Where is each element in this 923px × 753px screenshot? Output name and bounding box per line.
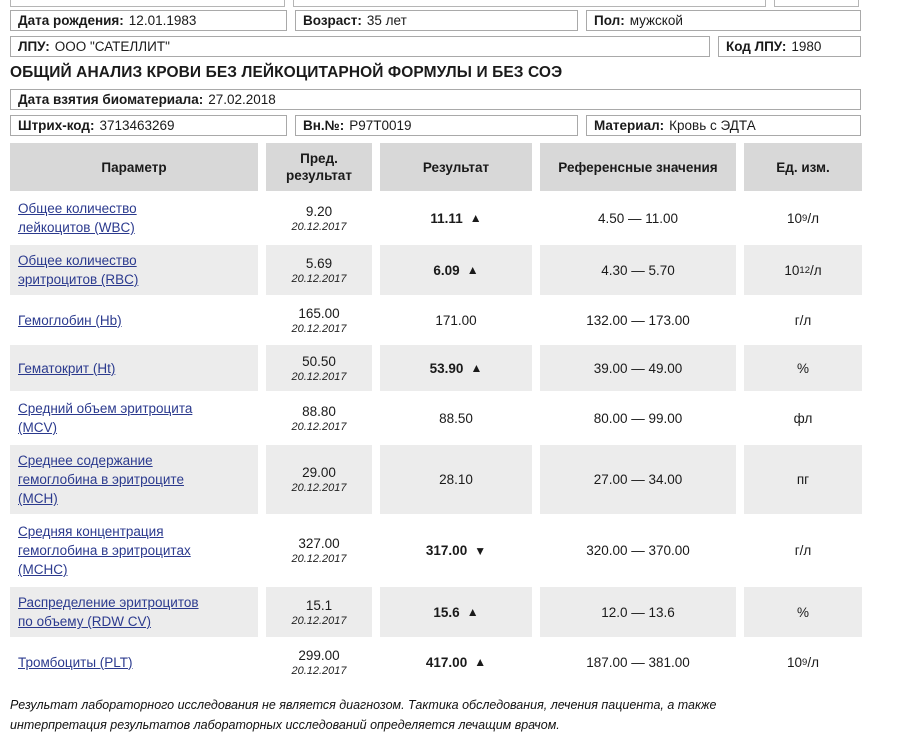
previous-date: 20.12.2017 [291,664,347,677]
results-table [10,143,862,685]
unit-cell [744,297,862,343]
result-value: 317.00 [425,543,468,558]
previous-date: 20.12.2017 [291,614,347,627]
table-row [10,193,862,243]
result-value: 88.50 [439,410,473,426]
previous-date: 20.12.2017 [291,482,347,494]
result-value: 15.6 [433,604,460,620]
reference-range-cell: 187.00 — 381.00 [586,654,690,670]
reference-range-cell: 4.50 — 11.00 [597,210,679,226]
table-row [10,297,862,343]
table-row [10,639,862,685]
patient-info-row [10,10,862,31]
previous-date: 20.12.2017 [291,553,347,565]
reference-range-cell: 320.00 — 370.00 [586,543,690,558]
result-value: 417.00 [425,654,468,670]
table-row [10,587,862,637]
parameter-link[interactable]: Общее количество эритроцитов (RBC) [18,253,139,287]
parameter-cell [10,516,258,585]
unit-value: 10 [787,210,803,226]
result-value: 28.10 [439,472,473,487]
unit-denominator: /л [807,210,819,226]
results-table-body [10,193,862,685]
reference-range-cell: 27.00 — 34.00 [540,445,736,514]
birth-date-value: 12.01.1983 [128,13,197,28]
trend-up-icon: ▲ [469,211,482,225]
previous-date: 20.12.2017 [291,322,347,335]
age-label: Возраст: [303,13,362,28]
parameter-link[interactable]: Среднее содержание гемоглобина в эритроците (MCH) [18,453,184,506]
lpu-label: ЛПУ: [18,39,50,54]
previous-value: 165.00 [298,305,340,321]
sex-field [586,10,861,31]
parameter-link[interactable]: Тромбоциты (PLT) [18,654,133,670]
unit-value: г/л [794,312,812,328]
disclaimer-text: Результат лабораторного исследования не является диагнозом. Тактика обследования, лечения пациента, а также интерпретация результатов лабораторных исследований определяется лечащим врачом. [10,698,717,732]
previous-result-cell [266,516,372,585]
previous-value: 9.20 [305,203,333,219]
header-reference-values: Референсные значения [540,143,736,191]
specimen-info-row [10,115,862,136]
unit-denominator: /л [807,654,819,670]
parameter-link[interactable]: Средний объем эритроцита (MCV) [18,401,193,435]
previous-result-cell [266,297,372,343]
unit-value: пг [796,472,810,487]
unit-cell [744,639,862,685]
parameter-cell [10,393,258,443]
previous-result-cell [266,245,372,295]
result-value: 171.00 [435,312,477,328]
previous-value: 88.80 [302,403,336,419]
previous-result-cell [266,393,372,443]
trend-up-icon: ▲ [470,361,483,375]
truncated-field-row [10,0,862,7]
previous-value: 299.00 [298,647,340,663]
truncated-fieldbox [293,0,766,7]
reference-range-cell: 12.0 — 13.6 [540,587,736,637]
previous-result-cell [266,345,372,391]
previous-date: 20.12.2017 [291,370,347,383]
lpu-field [10,36,710,57]
header-result: Результат [380,143,532,191]
result-value: 6.09 [433,262,460,278]
barcode-label: Штрих-код: [18,118,95,133]
previous-date: 20.12.2017 [291,420,347,433]
result-cell [380,345,532,391]
unit-cell [744,587,862,637]
clinic-info-row [10,36,862,57]
internal-number-value: P97T0019 [349,118,412,133]
parameter-cell [10,245,258,295]
previous-result-cell [266,193,372,243]
unit-value: % [796,604,809,620]
previous-result-cell [266,445,372,514]
previous-date: 20.12.2017 [291,220,347,233]
internal-number-label: Вн.№: [303,118,345,133]
trend-up-icon: ▲ [466,605,479,619]
table-row [10,345,862,391]
unit-value: г/л [794,543,812,558]
material-value: Кровь с ЭДТА [669,118,756,133]
unit-value: 10 [784,262,800,278]
result-cell [380,393,532,443]
previous-value: 29.00 [302,465,336,480]
parameter-cell [10,445,258,514]
parameter-cell [10,587,258,637]
lab-report-page [10,0,862,735]
unit-value: % [796,360,809,376]
previous-value: 327.00 [298,536,340,551]
unit-value: фл [793,410,813,426]
unit-denominator: /л [809,262,822,278]
unit-cell [744,193,862,243]
lpu-code-label: Код ЛПУ: [726,39,787,54]
age-value: 35 лет [366,13,407,28]
birth-date-field [10,10,287,31]
result-value: 53.90 [429,360,464,376]
result-cell [380,245,532,295]
table-row [10,245,862,295]
result-cell [380,516,532,585]
unit-value: 10 [787,654,803,670]
unit-exponent: 9 [802,212,808,224]
lpu-value: ООО "САТЕЛЛИТ" [54,39,170,54]
trend-up-icon: ▲ [466,263,479,277]
trend-down-icon: ▼ [474,543,487,558]
unit-cell [744,393,862,443]
results-table-header [10,143,862,191]
material-field [586,115,861,136]
previous-result-cell [266,587,372,637]
header-parameter: Параметр [10,143,258,191]
parameter-link[interactable]: Гематокрит (Ht) [18,360,116,376]
sample-date-value: 27.02.2018 [208,92,276,107]
reference-range-cell: 4.30 — 5.70 [540,245,736,295]
sample-date-row [10,89,862,110]
parameter-cell [10,297,258,343]
unit-exponent: 9 [802,656,808,668]
previous-result-cell [266,639,372,685]
previous-value: 50.50 [302,353,336,369]
unit-cell [744,245,862,295]
age-field [295,10,578,31]
sex-value: мужской [629,13,683,28]
result-cell [380,587,532,637]
page-title: ОБЩИЙ АНАЛИЗ КРОВИ БЕЗ ЛЕЙКОЦИТАРНОЙ ФОРМУЛЫ И БЕЗ СОЭ [10,64,563,81]
table-row [10,393,862,443]
reference-range-cell: 132.00 — 173.00 [586,312,690,328]
unit-cell [744,345,862,391]
sample-date-field [10,89,861,110]
table-row [10,516,862,585]
truncated-fieldbox [10,0,285,7]
result-cell [380,639,532,685]
result-cell [380,193,532,243]
unit-cell [744,516,862,585]
parameter-link[interactable]: Распределение эритроцитов по объему (RDW CV) [18,595,199,629]
trend-up-icon: ▲ [474,655,487,669]
result-value: 11.11 [430,210,463,226]
truncated-fieldbox [774,0,859,7]
barcode-value: 3713463269 [99,118,175,133]
parameter-cell [10,639,258,685]
sample-date-label: Дата взятия биоматериала: [18,92,204,107]
result-cell [380,445,532,514]
internal-number-field [295,115,578,136]
lpu-code-value: 1980 [791,39,822,54]
lpu-code-field [718,36,861,57]
previous-value: 15.1 [305,597,333,613]
sex-label: Пол: [594,13,625,28]
parameter-cell [10,193,258,243]
reference-range-cell: 80.00 — 99.00 [593,410,683,426]
header-unit: Ед. изм. [744,143,862,191]
reference-range-cell: 39.00 — 49.00 [540,345,736,391]
table-row [10,445,862,514]
unit-cell [744,445,862,514]
parameter-cell [10,345,258,391]
parameter-link[interactable]: Гемоглобин (Hb) [18,312,122,328]
previous-date: 20.12.2017 [291,272,347,285]
barcode-field [10,115,287,136]
unit-exponent: 12 [799,264,810,276]
previous-value: 5.69 [305,255,333,271]
parameter-link[interactable]: Общее количество лейкоцитов (WBC) [18,201,137,235]
material-label: Материал: [594,118,665,133]
parameter-link[interactable]: Средняя концентрация гемоглобина в эритроцитах (MCHC) [18,524,191,577]
birth-date-label: Дата рождения: [18,13,124,28]
header-previous-result: Пред. результат [266,143,372,191]
result-cell [380,297,532,343]
